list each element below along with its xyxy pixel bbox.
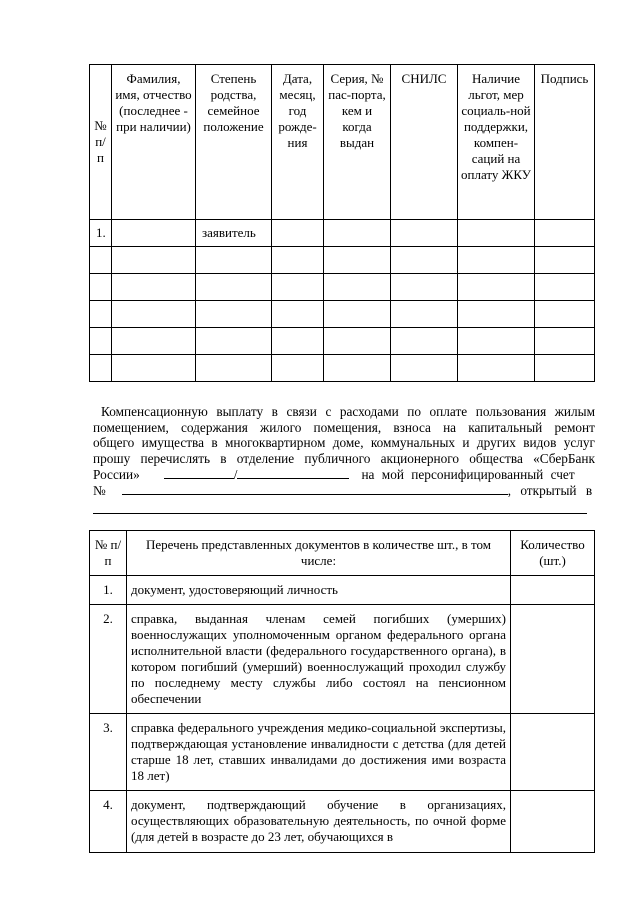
paragraph-line: [93, 466, 595, 482]
table-row: [90, 247, 595, 274]
doc-number: 1.: [90, 576, 127, 605]
table-row: [90, 791, 595, 853]
table-row: [90, 576, 595, 605]
doc-quantity[interactable]: [511, 605, 595, 714]
header-number: № п/п: [90, 65, 112, 220]
branch-number-field[interactable]: [237, 466, 349, 479]
table-cell[interactable]: [324, 355, 391, 382]
table-row: [90, 301, 595, 328]
table-row: [90, 220, 595, 247]
table-row: [90, 355, 595, 382]
table-cell[interactable]: [90, 247, 112, 274]
docs-header-quantity: Количество (шт.): [511, 531, 595, 576]
doc-quantity[interactable]: [511, 791, 595, 853]
doc-number: 4.: [90, 791, 127, 853]
table-cell[interactable]: [112, 328, 196, 355]
table-cell[interactable]: [272, 355, 324, 382]
doc-text: справка, выданная членам семей погибших (умерших) военнослужащих уполномоченным органом федерального органа исполнительной власти (федерального государственного органа), в котором погибший (умерший) военнослужащий проходил службу по последнему месту службы либо состоял на пенсионном обеспечении: [127, 605, 511, 714]
table-cell[interactable]: [458, 274, 535, 301]
table-cell[interactable]: заявитель: [196, 220, 272, 247]
paragraph-line: общего имущества в многоквартирном доме, коммунальных и других видов услуг: [93, 435, 595, 451]
account-number-field[interactable]: [122, 482, 508, 495]
table-cell[interactable]: [196, 247, 272, 274]
bank-branch-line[interactable]: [93, 513, 587, 514]
doc-quantity[interactable]: [511, 714, 595, 791]
table-cell[interactable]: [272, 328, 324, 355]
paragraph-line: помещением, содержания жилого помещения, взноса на капитальный ремонт: [93, 419, 595, 435]
table-cell[interactable]: [458, 247, 535, 274]
table-row: [90, 714, 595, 791]
docs-header-list: Перечень представленных документов в количестве шт., в том числе:: [127, 531, 511, 576]
docs-header-row: [90, 531, 595, 576]
paragraph-line: прошу перечислять в отделение публичного акционерного общества «СберБанк: [93, 450, 595, 466]
table-cell[interactable]: [391, 274, 458, 301]
table-cell[interactable]: [112, 301, 196, 328]
paragraph-line: Компенсационную выплату в связи с расходами по оплате пользования жилым: [101, 404, 595, 419]
doc-quantity[interactable]: [511, 576, 595, 605]
doc-text: документ, удостоверяющий личность: [127, 576, 511, 605]
table-cell[interactable]: [324, 247, 391, 274]
table-cell[interactable]: [90, 274, 112, 301]
table-cell[interactable]: [196, 355, 272, 382]
header-passport: Серия, № пас-порта, кем и когда выдан: [324, 65, 391, 220]
table-cell[interactable]: [535, 355, 595, 382]
account-phrase: на мой персонифицированный счет: [361, 467, 575, 483]
table-cell[interactable]: [458, 355, 535, 382]
header-birth-date: Дата, месяц, год рожде-ния: [272, 65, 324, 220]
table-cell[interactable]: [535, 328, 595, 355]
payment-request-paragraph: [93, 404, 595, 498]
table-cell[interactable]: [272, 301, 324, 328]
doc-text: документ, подтверждающий обучение в организациях, осуществляющих образовательную деятельность, по очной форме (для детей в возрасте до 23 лет, обучающихся в: [127, 791, 511, 853]
header-signature: Подпись: [535, 65, 595, 220]
header-relationship: Степень родства, семейное положение: [196, 65, 272, 220]
table-cell[interactable]: [391, 301, 458, 328]
table-cell[interactable]: [272, 220, 324, 247]
table-cell[interactable]: [535, 301, 595, 328]
table-cell[interactable]: [272, 274, 324, 301]
account-number-label: №: [93, 482, 106, 498]
branch-code-field[interactable]: [164, 466, 234, 479]
table-cell[interactable]: [324, 328, 391, 355]
table-cell[interactable]: [90, 355, 112, 382]
doc-text: справка федерального учреждения медико-социальной экспертизы, подтверждающая установление инвалидности с детства (для детей старше 18 лет, ставших инвалидами до достижения ими возраста 18 лет): [127, 714, 511, 791]
bank-name-tail: России»: [93, 467, 140, 483]
table-cell[interactable]: [112, 247, 196, 274]
table-cell[interactable]: [324, 274, 391, 301]
table-cell[interactable]: [324, 220, 391, 247]
table-row: [90, 328, 595, 355]
table-cell[interactable]: [196, 328, 272, 355]
members-header-row: [90, 65, 595, 220]
table-row: [90, 605, 595, 714]
table-cell[interactable]: [391, 328, 458, 355]
table-cell[interactable]: [458, 328, 535, 355]
header-benefits: Наличие льгот, мер социаль-ной поддержки, компен-саций на оплату ЖКУ: [458, 65, 535, 220]
table-cell[interactable]: [196, 301, 272, 328]
table-cell[interactable]: [458, 220, 535, 247]
table-cell[interactable]: [324, 301, 391, 328]
table-cell[interactable]: [535, 220, 595, 247]
documents-table: [89, 530, 595, 853]
table-cell[interactable]: [391, 247, 458, 274]
table-cell[interactable]: [535, 274, 595, 301]
header-snils: СНИЛС: [391, 65, 458, 220]
table-cell[interactable]: [391, 355, 458, 382]
table-cell[interactable]: [196, 274, 272, 301]
table-cell[interactable]: [90, 328, 112, 355]
table-cell[interactable]: [112, 355, 196, 382]
table-cell[interactable]: [458, 301, 535, 328]
branch-separator: /: [233, 467, 238, 483]
table-cell[interactable]: [90, 301, 112, 328]
table-cell[interactable]: [391, 220, 458, 247]
table-cell[interactable]: [112, 220, 196, 247]
table-cell[interactable]: [535, 247, 595, 274]
opened-in-label: , открытый в: [507, 482, 593, 498]
docs-header-number: № п/п: [90, 531, 127, 576]
table-row: [90, 274, 595, 301]
doc-number: 2.: [90, 605, 127, 714]
header-full-name: Фамилия, имя, отчество (последнее - при наличии): [112, 65, 196, 220]
table-cell[interactable]: [272, 247, 324, 274]
doc-number: 3.: [90, 714, 127, 791]
table-cell[interactable]: [112, 274, 196, 301]
table-cell[interactable]: 1.: [90, 220, 112, 247]
family-members-table: [89, 64, 595, 382]
paragraph-line: [93, 482, 595, 498]
